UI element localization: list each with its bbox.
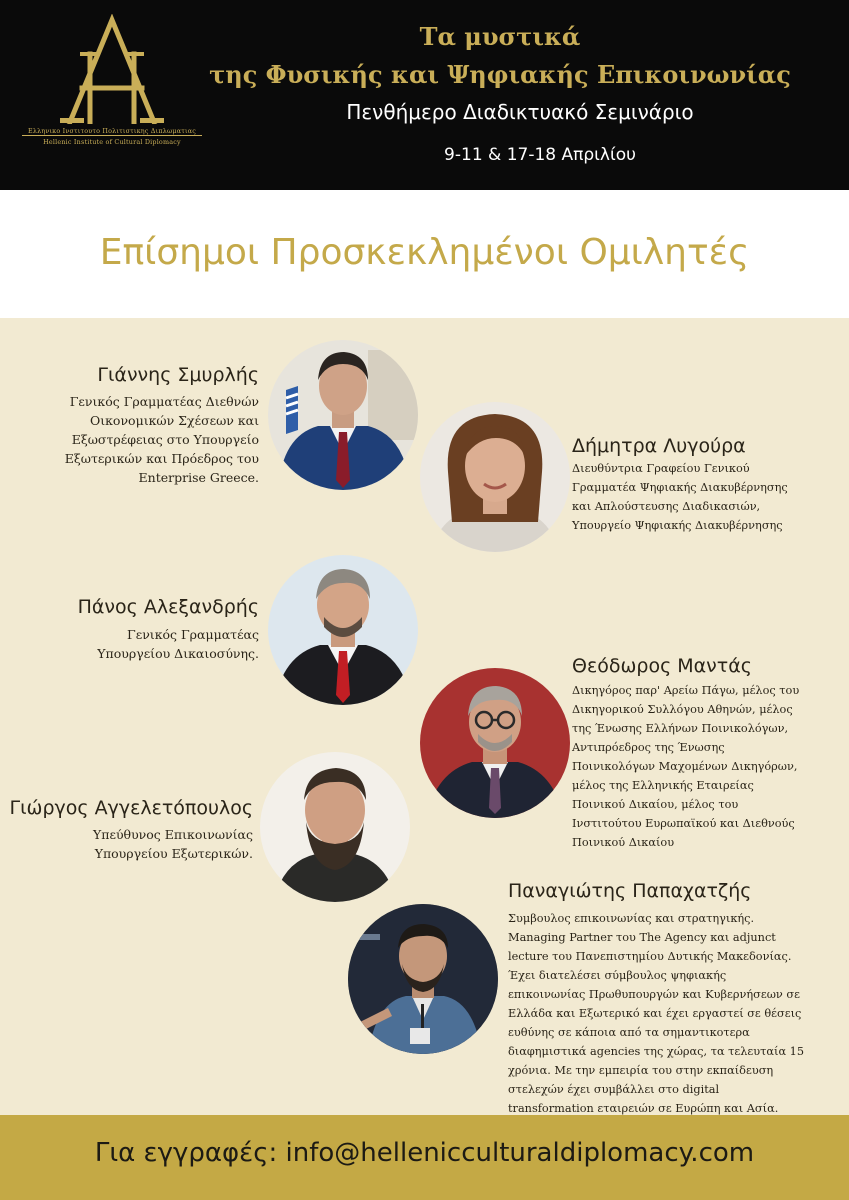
role-line: Γραμματέα Ψηφιακής Διακυβέρνησης: [572, 481, 788, 494]
role-line: Ποινικού Δικαίου: [572, 836, 675, 849]
role-line: Γενικός Γραμματέας Διεθνών: [69, 394, 259, 409]
event-title-line2: της Φυσικής και Ψηφιακής Επικοινωνίας: [209, 60, 791, 89]
speaker-role: [508, 909, 843, 1118]
speaker-name: Παναγιώτης Παπαχατζής: [508, 880, 752, 902]
section-title: Επίσημοι Προσκεκλημένοι Ομιλητές: [99, 232, 750, 273]
logo-text-english: Hellenic Institute of Cultural Diplomacy: [43, 138, 181, 146]
role-line: Managing Partner του The Agency και adjunct: [508, 931, 776, 944]
speaker-role: [0, 392, 259, 487]
registration-contact[interactable]: Για εγγραφές: info@hellenicculturaldiplomacy.com: [94, 1138, 755, 1168]
role-line: Οικονομικών Σχέσεων και: [89, 413, 259, 428]
speaker-photo-aggeletopoulos: [260, 752, 410, 902]
role-line: Δικηγορικού Συλλόγου Αθηνών, μέλος: [572, 703, 793, 716]
logo-divider: [22, 135, 202, 136]
role-line: Ποινικού Δικαίου, μέλος του: [572, 798, 739, 811]
role-line: διαφημιστικά agencies της χώρας, τα τελευταία 15: [508, 1045, 805, 1058]
role-line: Έχει διατελέσει σύμβουλος ψηφιακής: [508, 969, 727, 982]
role-line: της Ένωσης Ελλήνων Ποινικολόγων,: [572, 722, 789, 735]
role-line: μέλος της Ελληνικής Εταιρείας: [572, 779, 754, 792]
speaker-role: [3, 825, 253, 863]
speaker-name: Θεόδωρος Μαντάς: [572, 655, 752, 677]
role-line: Υπουργείου Εξωτερικών.: [94, 846, 253, 861]
speaker-photo-lygoura: [420, 402, 570, 552]
speaker-role: [0, 625, 259, 663]
role-line: Γενικός Γραμματέας: [127, 627, 259, 642]
speaker-photo-papachatzis: [348, 904, 498, 1054]
role-line: στελεχών έχει συμβάλλει στο digital: [508, 1083, 720, 1096]
role-line: Αντιπρόεδρος της Ένωσης: [572, 741, 725, 754]
logo-text-greek: Ελληνικο Ινστιτουτο Πολιτιστικης Διπλωματιας: [28, 127, 196, 135]
role-line: transformation εταιρειών σε Ευρώπη και Ασία.: [508, 1102, 779, 1115]
role-line: Υπουργείο Ψηφιακής Διακυβέρνησης: [572, 519, 783, 532]
monogram-logo-icon: [60, 14, 164, 124]
role-line: Ελλάδα και Εξωτερικό και έχει εργαστεί σε θέσεις: [508, 1007, 802, 1020]
speaker-role: [572, 459, 842, 535]
role-line: lecture του Πανεπιστημίου Δυτικής Μακεδονίας.: [508, 950, 792, 963]
speaker-role: [572, 681, 842, 852]
role-line: Ποινικολόγων Μαχομένων Δικηγόρων,: [572, 760, 798, 773]
role-line: Υπουργείου Δικαιοσύνης.: [97, 646, 259, 661]
role-line: Εξωστρέφειας στο Υπουργείο: [71, 432, 259, 447]
speaker-photo-smyrlis: [268, 340, 418, 490]
role-line: Υπεύθυνος Επικοινωνίας: [93, 827, 253, 842]
role-line: χρόνια. Με την εμπειρία του στην εκπαίδευση: [508, 1064, 774, 1077]
speaker-name: Γιώργος Αγγελετόπουλος: [9, 797, 253, 819]
event-title-line1: Τα μυστικά: [419, 22, 581, 51]
role-line: Enterprise Greece.: [138, 470, 259, 485]
speaker-name: Δήμητρα Λυγούρα: [572, 435, 746, 457]
event-dates: 9-11 & 17-18 Απριλίου: [444, 145, 636, 165]
role-line: και Απλούστευσης Διαδικασιών,: [572, 500, 761, 513]
role-line: Συμβουλος επικοινωνίας και στρατηγικής.: [508, 912, 755, 925]
role-line: Διευθύντρια Γραφείου Γενικού: [572, 462, 750, 475]
role-line: Εξωτερικών και Πρόεδρος του: [64, 451, 259, 466]
role-line: επικοινωνίας Πρωθυπουργών και Κυβερνήσεων σε: [508, 988, 800, 1001]
speaker-photo-alexandris: [268, 555, 418, 705]
speaker-photo-mantas: [420, 668, 570, 818]
speaker-name: Πάνος Αλεξανδρής: [77, 596, 259, 618]
event-subtitle: Πενθήμερο Διαδικτυακό Σεμινάριο: [346, 100, 694, 124]
role-line: ευθύνης σε κάποια από τα σημαντικοτερα: [508, 1026, 750, 1039]
role-line: Ινστιτούτου Ευρωπαϊκού και Διεθνούς: [572, 817, 795, 830]
role-line: Δικηγόρος παρ' Αρείω Πάγω, μέλος του: [572, 684, 800, 697]
speaker-name: Γιάννης Σμυρλής: [97, 364, 259, 386]
header: [0, 0, 849, 190]
